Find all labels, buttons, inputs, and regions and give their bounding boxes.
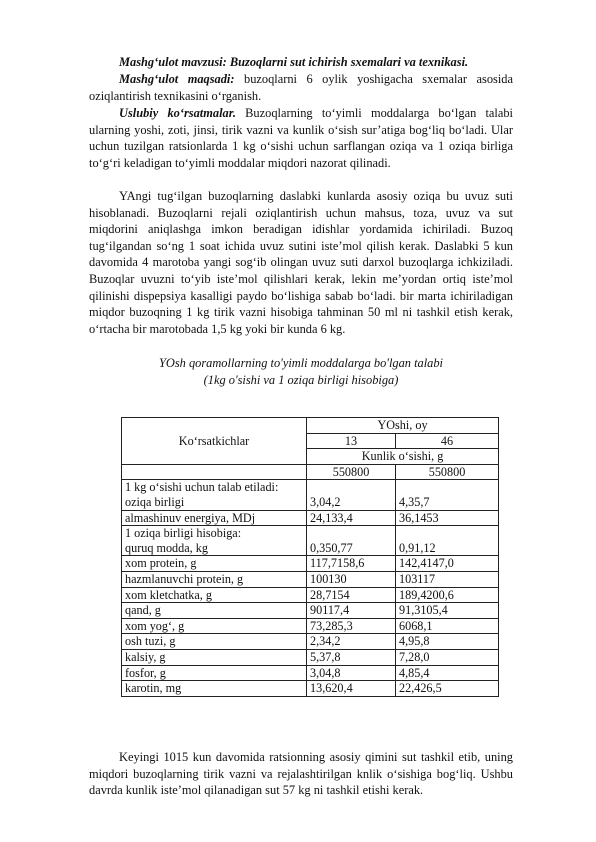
row-value-46: 189,4200,6 [396, 587, 499, 603]
row-label: karotin, mg [122, 681, 307, 697]
method-paragraph [89, 105, 513, 171]
row-value-46: 0,91,12 [396, 526, 499, 556]
table-row [122, 587, 499, 603]
row-value-13: 5,37,8 [307, 649, 396, 665]
row-label: xom kletchatka, g [122, 587, 307, 603]
goal-paragraph [89, 71, 513, 104]
goal-label: Mashg‘ulot maqsadi: [119, 72, 235, 86]
topic-label: Mashg‘ulot mavzusi: [119, 55, 227, 69]
table-row [122, 526, 499, 556]
table-row [122, 571, 499, 587]
paragraph-colostrum: YAngi tug‘ilgan buzoqlarning daslabki kunlarda asosiy oziqa bu uvuz suti hisoblanadi. Buzoqlarni rejali oziqlantirish uchun mahsus, toza, uvuz va sut miqdorini aniqlashga imkon beradigan idishlar yordamida ichiriladi. Buzoq tug‘ilgandan so‘ng 1 soat ichida uvuz sutini iste’mol qilish kerak. Daslabki 5 kun davomida 4 marotoba yangi sog‘ib olingan uvuz suti darxol buzoqlarga ichkiziladi. Buzoqlar uvuzni to‘yib iste’mol qilishlari kerak, lekin me’yordan ortiq iste’mol qilinishi dispepsiya kasalligi paydo bo‘lishiga sabab bo‘ladi. bir marta ichiriladigan miqdor buzoqning 1 kg tirik vazni hisobiga tahminan 50 ml ni tashkil etish kerak, o‘rtacha bir marotobada 1,5 kg yoki bir kunda 6 kg. [89, 189, 513, 336]
row-label: osh tuzi, g [122, 634, 307, 650]
table-header-row [122, 418, 499, 434]
row-value-46: 7,28,0 [396, 649, 499, 665]
row-value-13: 90117,4 [307, 603, 396, 619]
row-label: 1 oziqa birligi hisobiga: quruq modda, kg [122, 526, 307, 556]
table-row [122, 634, 499, 650]
empty-cell [122, 464, 307, 480]
row-value-46: 103117 [396, 571, 499, 587]
row-value-13: 3,04,2 [307, 480, 396, 510]
row-label: fosfor, g [122, 665, 307, 681]
row-value-46: 4,35,7 [396, 480, 499, 510]
paragraph-milk: Keyingi 1015 kun davomida ratsionning asosiy qimini sut tashkil etib, uning miqdori buzoqlarning tirik vazni va rejalashtirilgan knlik o‘sishiga bog‘liq. Ushbu davrda kunlik iste’mol qilanadigan sut 57 kg ni tashkil etishi kerak. [89, 750, 513, 798]
table-row [122, 510, 499, 526]
row-value-46: 6068,1 [396, 618, 499, 634]
topic-line [89, 54, 513, 71]
method-text: Buzoqlarning to‘yimli moddalarga bo‘lgan talabi ularning yoshi, zoti, jinsi, tirik vazni va kunlik o‘sish sur’atiga bog‘liq bo‘ladi. Ular uchun tuzilgan ratsionlarda 1 kg o‘sishi uchun sarflangan oziqa va 1 oziqa birliga to‘g‘ri keladigan to‘yimli moddalar miqdori nazorat qilinadi. [89, 106, 513, 170]
row-label: 1 kg o‘sishi uchun talab etiladi: oziqa birligi [122, 480, 307, 510]
row-value-46: 36,1453 [396, 510, 499, 526]
age-value: 13 [307, 433, 396, 449]
table-row [122, 618, 499, 634]
row-value-13: 3,04,8 [307, 665, 396, 681]
row-value-13: 100130 [307, 571, 396, 587]
table-row [122, 556, 499, 572]
row-value-13: 2,34,2 [307, 634, 396, 650]
row-value-46: 22,426,5 [396, 681, 499, 697]
method-label: Uslubiy ko‘rsatmalar. [119, 106, 236, 120]
row-value-13: 28,7154 [307, 587, 396, 603]
row-label: hazmlanuvchi protein, g [122, 571, 307, 587]
age-value: 46 [396, 433, 499, 449]
table-row [122, 649, 499, 665]
header-gain: Kunlik o‘sishi, g [307, 449, 499, 465]
row-value-13: 73,285,3 [307, 618, 396, 634]
row-value-13: 117,7158,6 [307, 556, 396, 572]
header-age: YOshi, oy [307, 418, 499, 434]
gain-value: 550800 [396, 464, 499, 480]
table-gain-row [122, 464, 499, 480]
table-subtitle: (1kg o'sishi va 1 oziqa birligi hisobiga) [203, 373, 399, 387]
row-label: xom yog‘, g [122, 618, 307, 634]
row-value-46: 91,3105,4 [396, 603, 499, 619]
row-value-46: 142,4147,0 [396, 556, 499, 572]
row-label: kalsiy, g [122, 649, 307, 665]
row-label: almashinuv energiya, MDj [122, 510, 307, 526]
nutrient-requirements-table [121, 417, 499, 697]
table-row [122, 665, 499, 681]
row-value-13: 24,133,4 [307, 510, 396, 526]
row-value-46: 4,85,4 [396, 665, 499, 681]
table-row [122, 603, 499, 619]
gain-value: 550800 [307, 464, 396, 480]
row-label: xom protein, g [122, 556, 307, 572]
topic-text: Buzoqlarni sut ichirish sxemalari va texnikasi. [229, 55, 469, 69]
row-label: qand, g [122, 603, 307, 619]
goal-text: buzoqlarni 6 oylik yoshigacha sxemalar asosida oziqlantirish texnikasini o‘rganish. [89, 72, 513, 103]
table-row [122, 480, 499, 510]
row-value-13: 0,350,77 [307, 526, 396, 556]
row-value-46: 4,95,8 [396, 634, 499, 650]
row-value-13: 13,620,4 [307, 681, 396, 697]
table-title: YOsh qoramollarning to'yimli moddalarga bo'lgan talabi [159, 356, 443, 370]
table-row [122, 681, 499, 697]
header-indicators: Ko‘rsatkichlar [122, 418, 307, 465]
